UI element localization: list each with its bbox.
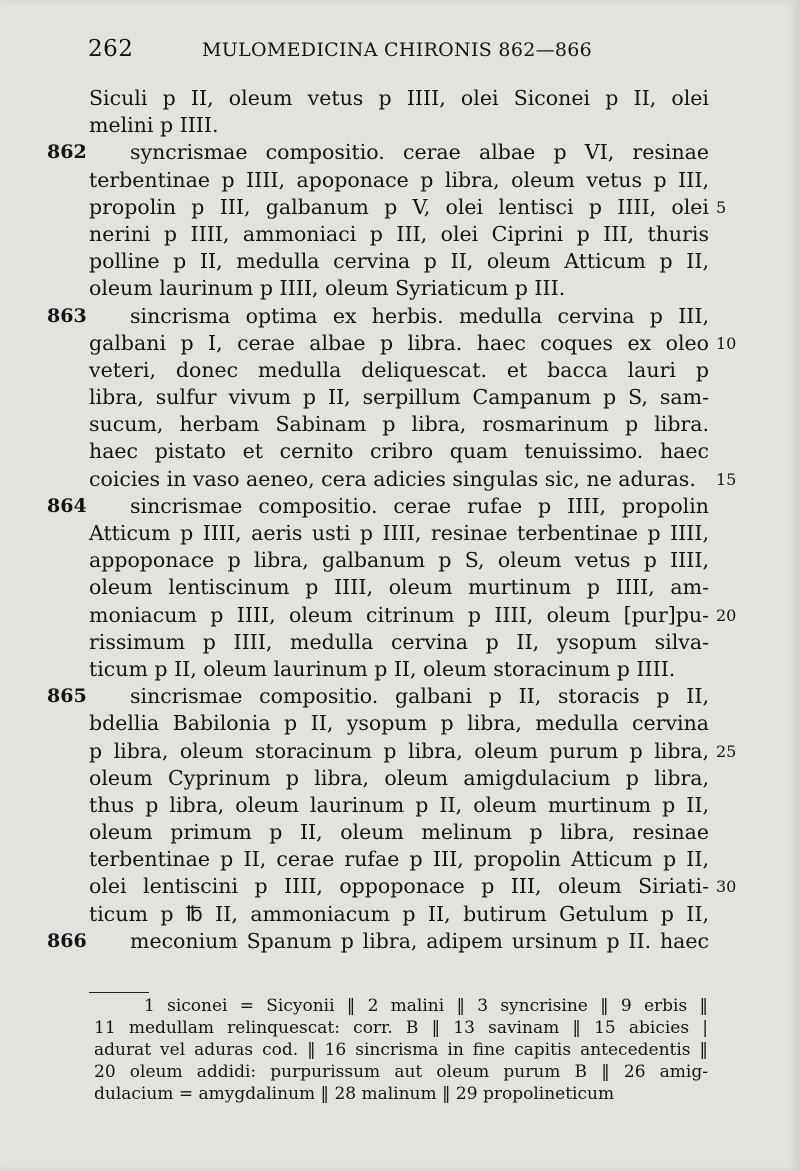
section-number: 866 — [47, 929, 87, 952]
line-text: oleum Cyprinum p libra, oleum amigdulacium p libra, — [89, 765, 709, 790]
text-line — [0, 139, 800, 166]
line-text: melini p IIII. — [89, 113, 219, 138]
line-text: bdellia Babilonia p II, ysopum p libra, medulla cervina — [89, 711, 709, 736]
footnote-line — [0, 1061, 800, 1083]
footnote-text: 20 oleum addidi: purpurissum aut oleum purum B ‖ 26 amig- — [94, 1062, 708, 1082]
line-text: thus p libra, oleum laurinum p II, oleum murtinum p II, — [89, 792, 709, 817]
line-text: polline p II, medulla cervina p II, oleum Atticum p II, — [89, 249, 709, 274]
line-text: sincrismae compositio. cerae rufae p IIII, propolin — [130, 493, 709, 518]
text-line — [0, 629, 800, 656]
text-line — [0, 928, 800, 955]
line-text: rissimum p IIII, medulla cervina p II, ysopum silva- — [89, 629, 709, 654]
line-number: 20 — [716, 605, 737, 625]
line-text: oleum laurinum p IIII, oleum Syriaticum p III. — [89, 276, 566, 301]
section-number: 864 — [47, 494, 87, 517]
line-text: sincrismae compositio. galbani p II, storacis p II, — [130, 684, 709, 709]
text-line — [0, 520, 800, 547]
text-line — [0, 683, 800, 710]
line-text: terbentinae p II, cerae rufae p III, propolin Atticum p II, — [89, 847, 709, 872]
footnote-text: 11 medullam relinquescat: corr. B ‖ 13 savinam ‖ 15 abicies | — [94, 1018, 708, 1038]
text-line — [0, 765, 800, 792]
line-number: 30 — [716, 877, 737, 897]
line-text: appoponace p libra, galbanum p S, oleum vetus p IIII, — [89, 548, 709, 573]
line-text: Siculi p II, oleum vetus p IIII, olei Siconei p II, olei — [89, 86, 709, 110]
line-text: propolin p III, galbanum p V, olei lentisci p IIII, olei — [89, 194, 709, 219]
line-text: haec pistato et cernito cribro quam tenuissimo. haec — [89, 439, 709, 464]
text-line — [0, 194, 800, 221]
text-line — [0, 357, 800, 384]
text-line — [0, 710, 800, 737]
main-text — [0, 85, 800, 955]
footnote-line — [0, 1083, 800, 1105]
footnote-line — [0, 995, 800, 1017]
text-line — [0, 493, 800, 520]
line-text: ticum p II, oleum laurinum p II, oleum storacinum p IIII. — [89, 656, 676, 681]
footnotes — [0, 995, 800, 1105]
text-line — [0, 819, 800, 846]
text-line — [0, 167, 800, 194]
line-text: oleum primum p II, oleum melinum p libra, resinae — [89, 820, 709, 845]
line-text: libra, sulfur vivum p II, serpillum Campanum p S, sam- — [89, 385, 709, 410]
running-title: MULOMEDICINA CHIRONIS 862—866 — [202, 39, 593, 61]
line-text: Atticum p IIII, aeris usti p IIII, resinae terbentinae p IIII, — [89, 521, 709, 545]
line-number: 15 — [716, 469, 737, 489]
footnote-text: adurat vel aduras cod. ‖ 16 sincrisma in fine capitis antecedentis ‖ — [94, 1040, 708, 1060]
text-line — [0, 846, 800, 873]
text-line — [0, 221, 800, 248]
text-line — [0, 574, 800, 601]
text-line — [0, 547, 800, 574]
line-text: meconium Spanum p libra, adipem ursinum p II. haec — [130, 928, 709, 953]
line-text: p libra, oleum storacinum p libra, oleum purum p libra, — [89, 738, 709, 763]
line-text: galbani p I, cerae albae p libra. haec coques ex oleo — [89, 330, 709, 355]
text-line — [0, 330, 800, 357]
line-number: 5 — [716, 197, 727, 217]
text-line — [0, 303, 800, 330]
text-line — [0, 792, 800, 819]
text-line — [0, 384, 800, 411]
line-text: oleum lentiscinum p IIII, oleum murtinum p IIII, am- — [89, 575, 709, 600]
footnote-line — [0, 1039, 800, 1061]
page-number: 262 — [88, 36, 134, 62]
text-line — [0, 248, 800, 275]
text-line — [0, 275, 800, 302]
line-text: sincrisma optima ex herbis. medulla cervina p III, — [130, 303, 709, 328]
footnote-text: dulacium = amygdalinum ‖ 28 malinum ‖ 29 propolineticum — [94, 1084, 615, 1104]
section-number: 862 — [47, 141, 87, 164]
page-header — [0, 30, 800, 70]
text-line — [0, 112, 800, 139]
text-line — [0, 85, 800, 112]
text-line — [0, 466, 800, 493]
line-text: coicies in vaso aeneo, cera adicies singulas sic, ne aduras. — [89, 466, 696, 491]
line-text: syncrismae compositio. cerae albae p VI, resinae — [130, 140, 709, 165]
section-number: 863 — [47, 304, 87, 327]
text-line — [0, 438, 800, 465]
text-line — [0, 738, 800, 765]
line-text: ticum p ℔ II, ammoniacum p II, butirum Getulum p II, — [89, 901, 709, 926]
line-text: sucum, herbam Sabinam p libra, rosmarinum p libra. — [89, 412, 709, 437]
line-text: nerini p IIII, ammoniaci p III, olei Ciprini p III, thuris — [89, 221, 709, 246]
line-text: veteri, donec medulla deliquescat. et bacca lauri p — [89, 357, 709, 382]
text-line — [0, 873, 800, 900]
text-line — [0, 656, 800, 683]
line-text: moniacum p IIII, oleum citrinum p IIII, oleum [pur]pu- — [89, 602, 709, 627]
text-line — [0, 602, 800, 629]
line-text: terbentinae p IIII, apoponace p libra, oleum vetus p III, — [89, 167, 709, 192]
line-text: olei lentiscini p IIII, oppoponace p III, oleum Siriati- — [89, 874, 709, 899]
text-line — [0, 411, 800, 438]
footnote-rule — [89, 992, 149, 993]
line-number: 10 — [716, 333, 737, 353]
line-number: 25 — [716, 741, 737, 761]
section-number: 865 — [47, 685, 87, 708]
text-line — [0, 901, 800, 928]
footnote-text: 1 siconei = Sicyonii ‖ 2 malini ‖ 3 syncrisine ‖ 9 erbis ‖ — [144, 996, 708, 1016]
footnote-line — [0, 1017, 800, 1039]
